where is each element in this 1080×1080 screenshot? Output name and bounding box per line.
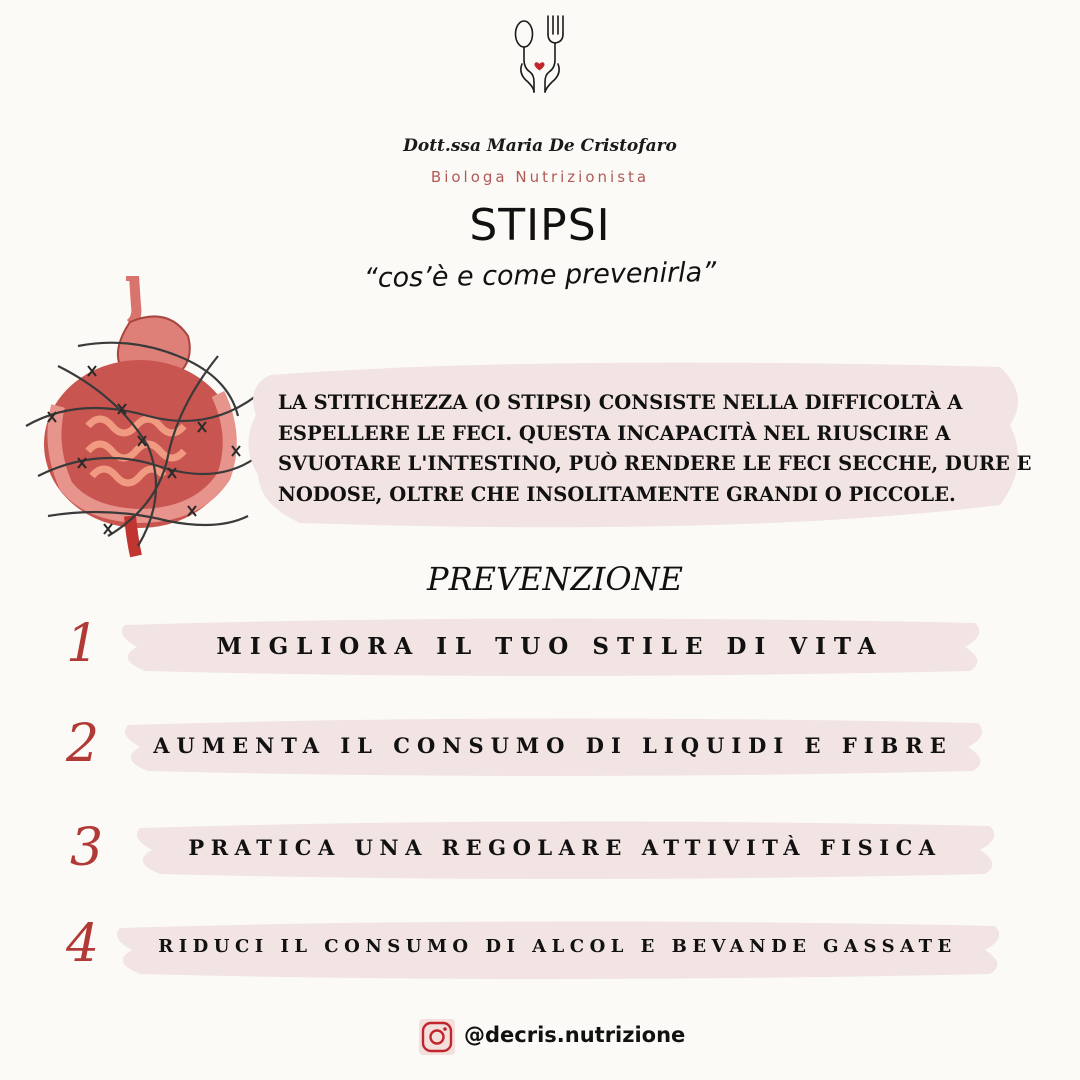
- step-1-number: 1: [66, 614, 100, 674]
- step-4-number: 4: [66, 914, 100, 974]
- spoon-fork-heart-logo-icon: [508, 12, 572, 98]
- step-2-number: 2: [66, 714, 100, 774]
- step-1-text: MIGLIORA IL TUO STILE DI VITA: [216, 633, 884, 660]
- instagram-icon[interactable]: [418, 1018, 456, 1056]
- prevention-title: PREVENZIONE: [427, 560, 683, 598]
- step-3-text: PRATICA UNA REGOLARE ATTIVITÀ FISICA: [188, 835, 942, 860]
- step-3-number: 3: [70, 818, 104, 878]
- step-4-text: RIDUCI IL CONSUMO DI ALCOL E BEVANDE GASSATE: [158, 936, 957, 957]
- instagram-handle-link[interactable]: @decris.nutrizione: [464, 1023, 686, 1047]
- page-title: STIPSI: [469, 200, 611, 251]
- page-subtitle: “cos’è e come prevenirla”: [363, 256, 717, 295]
- intro-description: LA STITICHEZZA (O STIPSI) CONSISTE NELLA DIFFICOLTÀ A ESPELLERE LE FECI. QUESTA INCAPACITÀ NEL RIUSCIRE A SVUOTARE L'INTESTINO, PUÒ RENDERE LE FECI SECCHE, DURE E NODOSE, OLTRE CHE INSOLITAMENTE GRANDI O PICCOLE.: [278, 391, 1032, 506]
- author-name: Dott.ssa Maria De Cristofaro: [403, 136, 677, 156]
- step-2-text: AUMENTA IL CONSUMO DI LIQUIDI E FIBRE: [153, 733, 953, 758]
- intestine-barbed-wire-illustration: [18, 276, 264, 562]
- author-role: Biologa Nutrizionista: [430, 168, 650, 186]
